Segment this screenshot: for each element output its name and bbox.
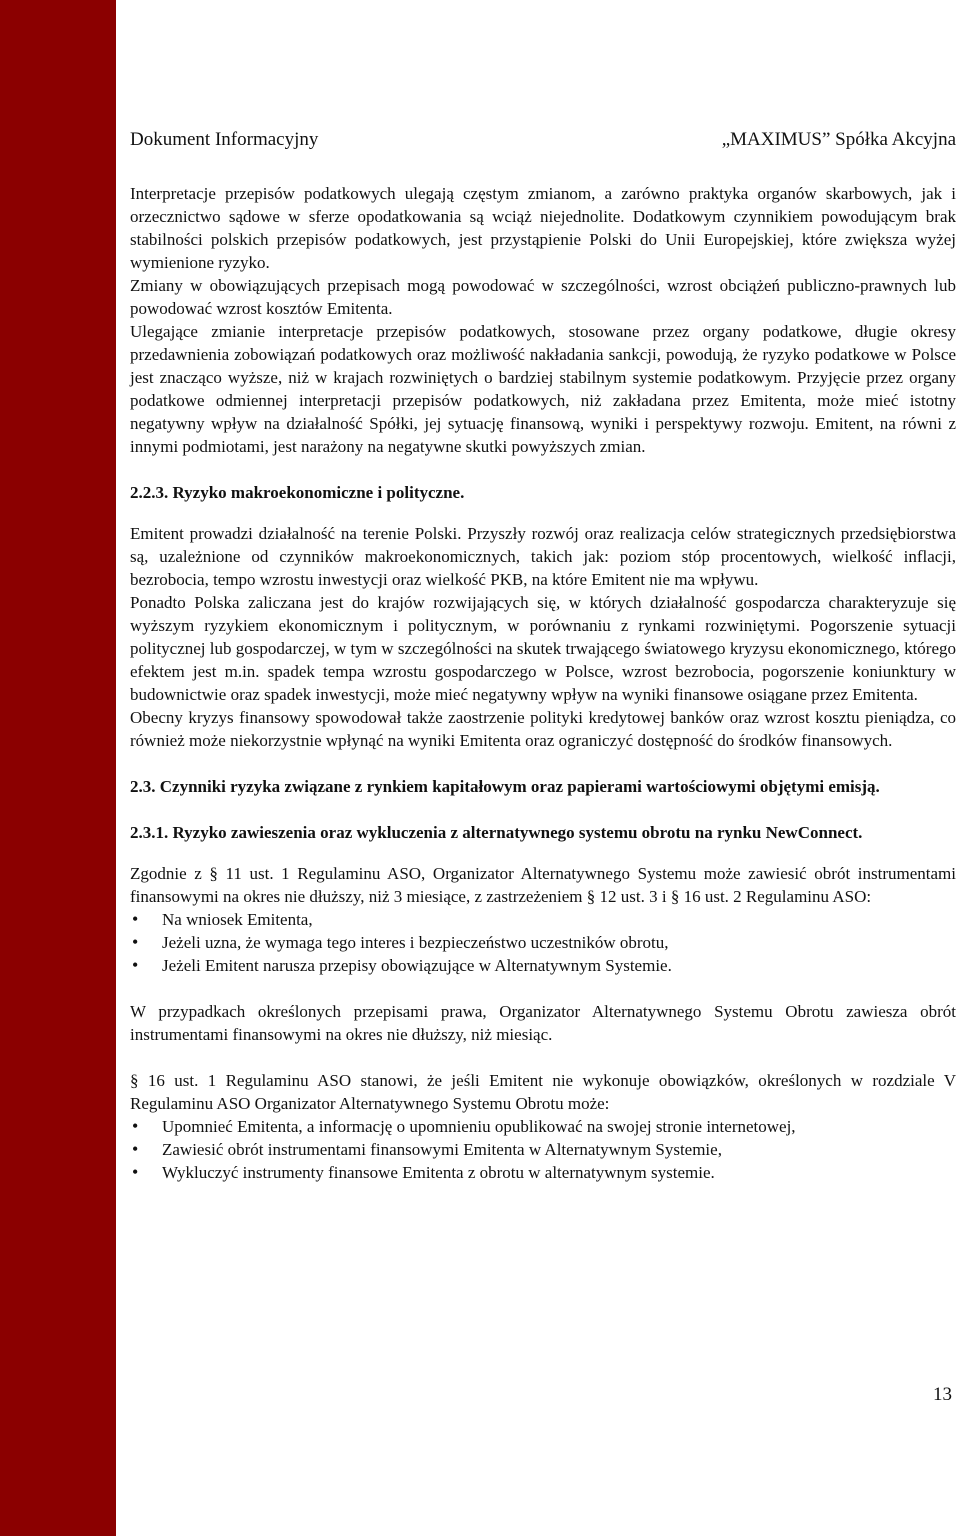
header-company-name: „MAXIMUS” Spółka Akcyjna: [721, 129, 956, 150]
paragraph: Ponadto Polska zaliczana jest do krajów rozwijających się, w których działalność gospodarcza charakteryzuje się wyższym ryzykiem ekonomicznym i politycznym, w porównaniu z rynkami rozwiniętymi. Pogorszenie sytuacji politycznej lub gospodarczej, w tym w szczególności na skutek trwającego światowego kryzysu ekonomicznego, którego efektem jest m.in. spadek tempa wzrostu gospodarczego w Polsce, wzrost bezrobocia, pogorszenie koniunktury w budownictwie oraz spadek inwestycji, może mieć negatywny wpływ na wyniki finansowe osiągane przez Emitenta.: [130, 593, 956, 704]
page-number: 13: [933, 1384, 952, 1405]
list-item: • Na wniosek Emitenta,: [130, 908, 956, 931]
decorative-sidebar: [0, 0, 116, 1536]
paragraph: Interpretacje przepisów podatkowych ulegają częstym zmianom, a zarówno praktyka organów skarbowych, jak i orzecznictwo sądowe w sferze opodatkowania są wciąż niejednolite. Dodatkowym czynnikiem powodującym brak stabilności polskich przepisów podatkowych, jest przystąpienie Polski do Unii Europejskiej, które zwiększa wyżej wymienione ryzyko.: [130, 184, 956, 272]
page-header: [130, 128, 956, 152]
paragraph: W przypadkach określonych przepisami prawa, Organizator Alternatywnego Systemu Obrotu zawiesza obrót instrumentami finansowymi na okres nie dłuższy, niż miesiąc.: [130, 1002, 956, 1044]
list-item: • Jeżeli Emitent narusza przepisy obowiązujące w Alternatywnym Systemie.: [130, 954, 956, 977]
bullet-list: [130, 1115, 956, 1184]
paragraph: Zgodnie z § 11 ust. 1 Regulaminu ASO, Organizator Alternatywnego Systemu może zawiesić obrót instrumentami finansowymi na okres nie dłuższy, niż 3 miesiące, z zastrzeżeniem § 12 ust. 3 i § 16 ust. 2 Regulaminu ASO:: [130, 864, 956, 906]
section-heading: 2.2.3. Ryzyko makroekonomiczne i polityczne.: [130, 483, 465, 502]
paragraph: Obecny kryzys finansowy spowodował także zaostrzenie polityki kredytowej banków oraz wzrost kosztu pieniądza, co również może niekorzystnie wpłynąć na wyniki Emitenta oraz ograniczyć dostępność do środków finansowych.: [130, 708, 956, 750]
section-heading: 2.3.1. Ryzyko zawieszenia oraz wykluczenia z alternatywnego systemu obrotu na rynku NewConnect.: [130, 823, 863, 842]
list-item: • Upomnieć Emitenta, a informację o upomnieniu opublikować na swojej stronie internetowej,: [130, 1115, 956, 1138]
paragraph: Zmiany w obowiązujących przepisach mogą powodować w szczególności, wzrost obciążeń publiczno-prawnych lub powodować wzrost kosztów Emitenta.: [130, 276, 956, 318]
list-item: • Zawiesić obrót instrumentami finansowymi Emitenta w Alternatywnym Systemie,: [130, 1138, 956, 1161]
list-item: • Wykluczyć instrumenty finansowe Emitenta z obrotu w alternatywnym systemie.: [130, 1161, 956, 1184]
list-item: • Jeżeli uzna, że wymaga tego interes i bezpieczeństwo uczestników obrotu,: [130, 931, 956, 954]
section-heading: 2.3. Czynniki ryzyka związane z rynkiem kapitałowym oraz papierami wartościowymi objętymi emisją.: [130, 777, 880, 796]
paragraph: § 16 ust. 1 Regulaminu ASO stanowi, że jeśli Emitent nie wykonuje obowiązków, określonych w rozdziale V Regulaminu ASO Organizator Alternatywnego Systemu Obrotu może:: [130, 1071, 956, 1113]
paragraph: Ulegające zmianie interpretacje przepisów podatkowych, stosowane przez organy podatkowe, długie okresy przedawnienia zobowiązań podatkowych oraz możliwość nakładania sankcji, powodują, że ryzyko podatkowe w Polsce jest znacząco wyższe, niż w krajach rozwiniętych o bardziej stabilnym systemie podatkowym. Przyjęcie przez organy podatkowe odmiennej interpretacji przepisów podatkowych, niż zakładana przez Emitenta, może mieć istotny negatywny wpływ na działalność Spółki, jej sytuację finansową, wyniki i perspektywy rozwoju. Emitent, na równi z innymi podmiotami, jest narażony na negatywne skutki powyższych zmian.: [130, 322, 956, 456]
header-document-title: Dokument Informacyjny: [130, 129, 319, 150]
paragraph: Emitent prowadzi działalność na terenie Polski. Przyszły rozwój oraz realizacja celów strategicznych przedsiębiorstwa są, uzależnione od czynników makroekonomicznych, takich jak: poziom stóp procentowych, wielkość inflacji, bezrobocia, tempo wzrostu inwestycji oraz wielkość PKB, na które Emitent nie ma wpływu.: [130, 524, 956, 589]
bullet-list: [130, 908, 956, 977]
document-page: [130, 128, 956, 1184]
